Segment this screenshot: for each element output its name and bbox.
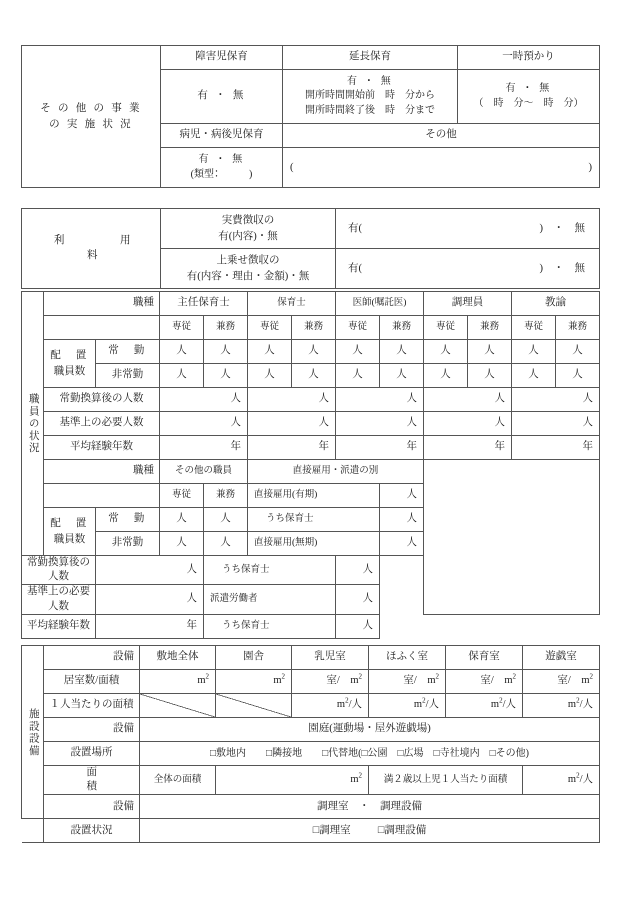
fees-actual-cost-row [22, 209, 600, 249]
temporary-care-line1: 有 ・ 無 [505, 83, 552, 94]
surcharge-label [161, 249, 336, 289]
cnt-non-2-0[interactable]: 人 [336, 364, 380, 388]
staff-table [21, 291, 600, 639]
garden-equipment-value: 園庭(運動場・屋外遊戯場) [140, 718, 600, 742]
surcharge-label-line1: 上乗せ徴収の [216, 255, 280, 267]
surcharge-prefix: 有( [348, 262, 362, 274]
contract-row-5-value[interactable]: 人 [336, 614, 380, 638]
rooms-area-5[interactable] [523, 670, 600, 694]
per-person-area-2[interactable] [292, 694, 369, 718]
other-staff-column-label: その他の職員 [160, 460, 248, 484]
garden-per-child-value[interactable] [523, 766, 600, 795]
contract-row-2-value[interactable]: 人 [380, 532, 424, 556]
other-staff-jobtype-label: 職種 [44, 460, 160, 484]
other-services-row-label [22, 46, 161, 188]
actual-cost-prefix: 有( [348, 222, 362, 234]
fees-row-label: 利 用 料 [22, 209, 161, 289]
contract-row-0-value[interactable]: 人 [380, 484, 424, 508]
avgexp-label: 平均経験年数 [44, 436, 160, 460]
other-staff-avgexp-row [22, 614, 600, 638]
other-services-others-value[interactable] [283, 148, 600, 188]
fte-3[interactable]: 人 [424, 388, 512, 412]
other-mode-0: 専従 [160, 484, 204, 508]
contract-row-5-label: うち保育士 [204, 614, 336, 638]
rooms-area-row [22, 670, 600, 694]
contract-row-1-value[interactable]: 人 [380, 508, 424, 532]
disability-care-value[interactable] [161, 70, 283, 124]
rooms-area-label: 居室数/面積 [44, 670, 140, 694]
staff-spine-label [22, 292, 44, 556]
surcharge-suffix: ) ・ 無 [539, 262, 585, 274]
avgexp-2[interactable]: 年 [336, 436, 424, 460]
required-3[interactable]: 人 [424, 412, 512, 436]
jobtype-3: 調理員 [424, 292, 512, 316]
other-avgexp-label: 平均経験年数 [22, 614, 96, 638]
mode-1-1: 兼務 [292, 316, 336, 340]
rooms-area-2[interactable] [292, 670, 369, 694]
facility-area-1: 園舎 [216, 646, 292, 670]
staff-jobtype-label: 職種 [44, 292, 160, 316]
required-label: 基準上の必要人数 [44, 412, 160, 436]
others-close-paren: ) [588, 161, 592, 173]
kitchen-status-options[interactable] [140, 819, 600, 843]
garden-location-row [22, 742, 600, 766]
staff-required-row [22, 412, 600, 436]
fte-4[interactable]: 人 [512, 388, 600, 412]
other-staff-contract-header: 直接雇用・派遣の別 [248, 460, 424, 484]
unit-m2-person-b: $m^2/$人 [413, 696, 439, 711]
kitchen-checkbox-0[interactable]: □調理室 [312, 824, 351, 836]
other-cnt-non-1[interactable]: 人 [204, 532, 248, 556]
regular-label: 常 勤 [96, 340, 160, 364]
kitchen-checkbox-1[interactable]: □調理設備 [377, 824, 427, 836]
staff-mode-row [22, 316, 600, 340]
unit-m2-total: $m^2$ [350, 771, 362, 786]
unit-m2-person-a: $m^2/$人 [336, 696, 362, 711]
cnt-non-4-0[interactable]: 人 [512, 364, 556, 388]
per-person-area-label: １人当たりの面積 [44, 694, 140, 718]
fte-0[interactable]: 人 [160, 388, 248, 412]
per-person-area-4[interactable] [446, 694, 523, 718]
garden-total-area-label: 全体の面積 [140, 766, 216, 795]
garden-location-options[interactable]: □敷地内 □隣接地 □代替地(□公園 □広場 □寺社境内 □その他) [140, 742, 600, 766]
staff-fte-row [22, 388, 600, 412]
other-fte-label: 常勤換算後の人数 [22, 556, 96, 585]
temporary-care-value[interactable] [458, 70, 600, 124]
staff-jobtype-row [22, 292, 600, 316]
contract-row-2-label: 直接雇用(無期) [248, 532, 380, 556]
staff-nonregular-row [22, 364, 600, 388]
other-services-label-line2: の 実 施 状 況 [49, 118, 133, 130]
sick-care-value[interactable] [161, 148, 283, 188]
other-cnt-reg-0[interactable]: 人 [160, 508, 204, 532]
kitchen-status-row [22, 819, 600, 843]
facility-spine-label [22, 646, 44, 819]
other-assigned-label-line2: 職員数 [53, 533, 86, 545]
jobtype-0: 主任保育士 [160, 292, 248, 316]
other-nonregular-label: 非常勤 [96, 532, 160, 556]
sick-care-line2: (類型： ) [190, 168, 253, 180]
cnt-non-4-1[interactable]: 人 [556, 364, 600, 388]
cnt-non-3-0[interactable]: 人 [424, 364, 468, 388]
staff-spine-text: 職員の状況 [27, 393, 39, 454]
contract-row-4-value[interactable]: 人 [336, 585, 380, 614]
facility-area-2: 乳児室 [292, 646, 369, 670]
other-services-others-label: その他 [283, 124, 600, 148]
sick-care-line1: 有 ・ 無 [198, 154, 245, 165]
header-extended-care: 延長保育 [283, 46, 458, 70]
garden-per-child-label: 満２歳以上児１人当たり面積 [369, 766, 523, 795]
garden-equipment-label: 設備 [44, 718, 140, 742]
cnt-reg-4-0[interactable]: 人 [512, 340, 556, 364]
other-fte-value[interactable]: 人 [96, 556, 204, 585]
unit-room-m2-d: 室/ $m^2$ [557, 672, 593, 687]
required-0[interactable]: 人 [160, 412, 248, 436]
assigned-label-line1: 配 置 [50, 350, 89, 362]
rooms-area-0[interactable] [140, 670, 216, 694]
actual-cost-label-line2: 有(内容)・無 [218, 230, 278, 242]
jobtype-4: 教諭 [512, 292, 600, 316]
kitchen-option-0-label: 調理室 [319, 824, 351, 836]
kitchen-status-label: 設置状況 [44, 819, 140, 843]
facility-area-4: 保育室 [446, 646, 523, 670]
mode-3-0: 専従 [424, 316, 468, 340]
surcharge-label-line2: 有(内容・理由・金額)・無 [186, 270, 310, 282]
cnt-reg-2-1[interactable]: 人 [380, 340, 424, 364]
fte-label: 常勤換算後の人数 [44, 388, 160, 412]
facility-area-0: 敷地全体 [140, 646, 216, 670]
unit-room-m2-c: 室/ $m^2$ [480, 672, 516, 687]
per-person-area-0-struck [140, 694, 216, 718]
cnt-non-3-1[interactable]: 人 [468, 364, 512, 388]
header-disability-care: 障害児保育 [161, 46, 283, 70]
unit-m2-person-c: $m^2/$人 [490, 696, 516, 711]
facility-spine-text: 施設設備 [27, 707, 39, 757]
staff-mode-blank [44, 316, 160, 340]
required-1[interactable]: 人 [248, 412, 336, 436]
garden-area-row [22, 766, 600, 795]
mode-2-0: 専従 [336, 316, 380, 340]
actual-cost-label-line1: 実費徴収の [221, 215, 275, 227]
cnt-reg-0-1[interactable]: 人 [204, 340, 248, 364]
mode-2-1: 兼務 [380, 316, 424, 340]
sick-care-label: 病児・病後児保育 [161, 124, 283, 148]
cnt-non-2-1[interactable]: 人 [380, 364, 424, 388]
other-cnt-reg-1[interactable]: 人 [204, 508, 248, 532]
cnt-reg-1-0[interactable]: 人 [248, 340, 292, 364]
kitchen-option-1-label: 調理設備 [384, 824, 427, 836]
garden-equipment-row [22, 718, 600, 742]
unit-m2-b: $m^2$ [273, 672, 285, 687]
cnt-reg-1-1[interactable]: 人 [292, 340, 336, 364]
facility-equipment-header-row [22, 646, 600, 670]
extended-care-line3: 開所時間終了後 時 分まで [305, 104, 435, 116]
other-mode-1: 兼務 [204, 484, 248, 508]
extended-care-value[interactable] [283, 70, 458, 124]
other-staff-blank-area [424, 460, 600, 615]
facility-area-5: 遊戯室 [523, 646, 600, 670]
cnt-non-1-0[interactable]: 人 [248, 364, 292, 388]
actual-cost-label [161, 209, 336, 249]
jobtype-1: 保育士 [248, 292, 336, 316]
kitchen-equipment-value: 調理室 ・ 調理設備 [140, 795, 600, 819]
actual-cost-suffix: ) ・ 無 [539, 222, 585, 234]
others-open-paren: ( [290, 161, 294, 173]
assigned-staff-label [44, 340, 96, 388]
per-person-area-1-struck [216, 694, 292, 718]
mode-0-1: 兼務 [204, 316, 248, 340]
other-services-header-row [22, 46, 600, 70]
fte-2[interactable]: 人 [336, 388, 424, 412]
unit-m2-person-child: $m^2/$人 [567, 771, 593, 786]
jobtype-2: 医師(嘱託医) [336, 292, 424, 316]
cnt-reg-3-1[interactable]: 人 [468, 340, 512, 364]
garden-total-area-value[interactable] [216, 766, 369, 795]
unit-room-m2-a: 室/ $m^2$ [326, 672, 362, 687]
extended-care-line1: 有 ・ 無 [347, 75, 393, 87]
contract-row-0-label: 直接雇用(有期) [248, 484, 380, 508]
cnt-non-0-1[interactable]: 人 [204, 364, 248, 388]
contract-row-4-label: 派遣労働者 [204, 585, 336, 614]
garden-location-label: 設置場所 [44, 742, 140, 766]
temporary-care-line2: （ 時 分～ 時 分） [473, 97, 584, 109]
other-staff-mode-blank [44, 484, 160, 508]
mode-1-0: 専従 [248, 316, 292, 340]
other-cnt-non-0[interactable]: 人 [160, 532, 204, 556]
unit-room-m2-b: 室/ $m^2$ [403, 672, 439, 687]
other-services-table [21, 45, 600, 188]
assigned-label-line2: 職員数 [53, 365, 86, 377]
nonregular-label: 非常勤 [96, 364, 160, 388]
other-required-label: 基準上の必要人数 [22, 585, 96, 614]
cnt-non-1-1[interactable]: 人 [292, 364, 336, 388]
required-4[interactable]: 人 [512, 412, 600, 436]
required-2[interactable]: 人 [336, 412, 424, 436]
unit-m2-person-d: $m^2/$人 [567, 696, 593, 711]
other-avgexp-value[interactable]: 年 [96, 614, 204, 638]
mode-0-0: 専従 [160, 316, 204, 340]
facility-area-3: ほふく室 [369, 646, 446, 670]
fees-table [21, 208, 600, 289]
cnt-reg-3-0[interactable]: 人 [424, 340, 468, 364]
disability-care-value-text: 有 ・ 無 [197, 90, 246, 102]
facility-table [21, 645, 600, 843]
extended-care-line2: 開所時間開始前 時 分から [305, 90, 435, 102]
avgexp-4[interactable]: 年 [512, 436, 600, 460]
other-staff-jobtype-row [22, 460, 600, 484]
kitchen-equipment-row [22, 795, 600, 819]
header-temporary-care: 一時預かり [458, 46, 600, 70]
per-person-area-3[interactable] [369, 694, 446, 718]
contract-row-3-value[interactable]: 人 [336, 556, 380, 585]
fte-1[interactable]: 人 [248, 388, 336, 412]
contract-row-1-label: うち保育士 [248, 508, 380, 532]
mode-4-0: 専従 [512, 316, 556, 340]
avgexp-1[interactable]: 年 [248, 436, 336, 460]
mode-4-1: 兼務 [556, 316, 600, 340]
mode-3-1: 兼務 [468, 316, 512, 340]
rooms-area-4[interactable] [446, 670, 523, 694]
kitchen-equipment-label: 設備 [44, 795, 140, 819]
rooms-area-3[interactable] [369, 670, 446, 694]
cnt-reg-4-1[interactable]: 人 [556, 340, 600, 364]
cnt-reg-2-0[interactable]: 人 [336, 340, 380, 364]
unit-m2-a: $m^2$ [197, 672, 209, 687]
facility-equipment-label: 設備 [44, 646, 140, 670]
staff-avgexp-row [22, 436, 600, 460]
other-assigned-staff-label [44, 508, 96, 556]
avgexp-0[interactable]: 年 [160, 436, 248, 460]
contract-row-3-label: うち保育士 [204, 556, 336, 585]
staff-regular-row [22, 340, 600, 364]
cnt-non-0-0[interactable]: 人 [160, 364, 204, 388]
per-person-area-row [22, 694, 600, 718]
surcharge-value[interactable] [336, 249, 600, 289]
cnt-reg-0-0[interactable]: 人 [160, 340, 204, 364]
other-regular-label: 常 勤 [96, 508, 160, 532]
other-required-value[interactable]: 人 [96, 585, 204, 614]
other-assigned-label-line1: 配 置 [50, 518, 89, 530]
per-person-area-5[interactable] [523, 694, 600, 718]
other-services-label-line1: そ の 他 の 事 業 [40, 103, 142, 115]
rooms-area-1[interactable] [216, 670, 292, 694]
actual-cost-value[interactable] [336, 209, 600, 249]
avgexp-3[interactable]: 年 [424, 436, 512, 460]
garden-area-label: 面 積 [44, 766, 140, 795]
